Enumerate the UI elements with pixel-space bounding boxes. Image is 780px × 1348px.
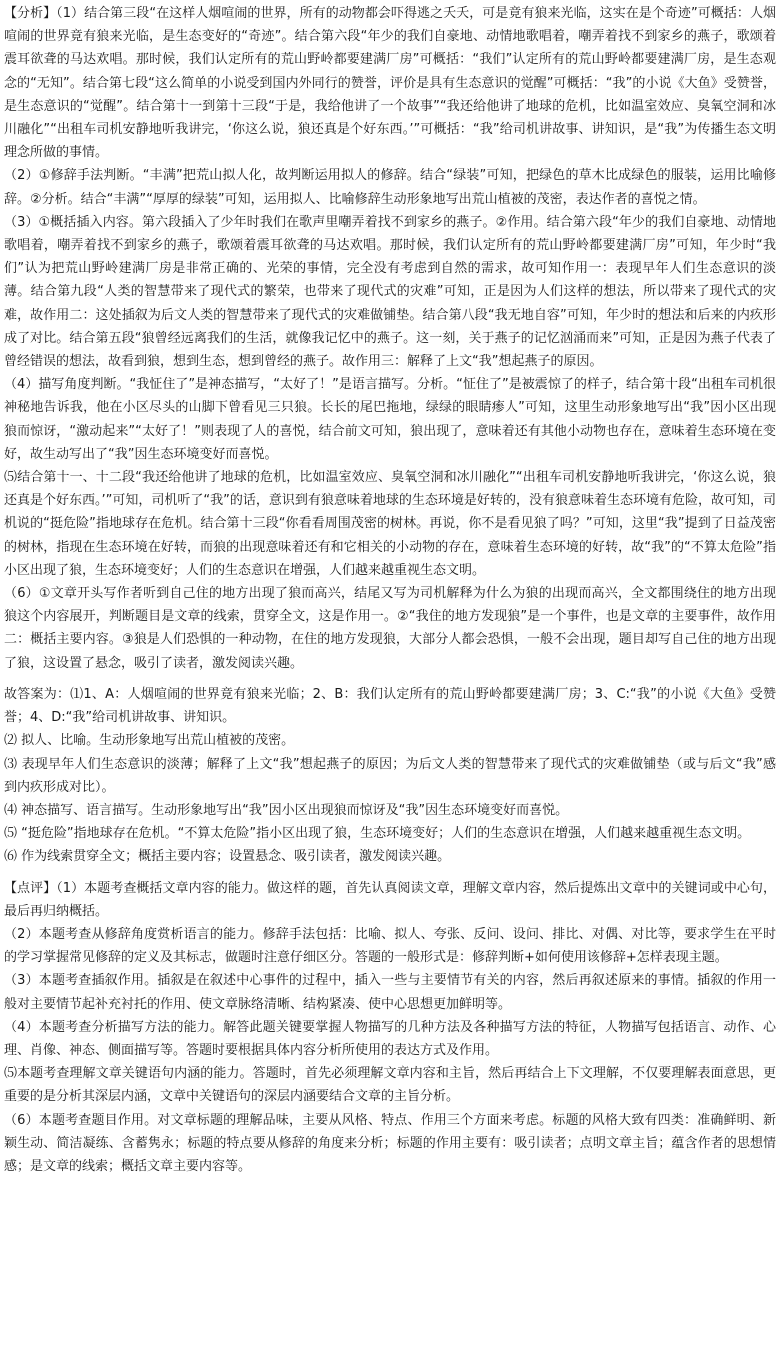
comments-section xyxy=(4,877,776,1179)
answers-section xyxy=(4,683,776,869)
analysis-section xyxy=(4,2,776,675)
comment-q5: ⑸本题考查理解文章关键语句内涵的能力。答题时，首先必须理解文章内容和主旨，然后再结合上下文理解，不仅要理解表面意思，更重要的是分析其深层内涵，文章中关键语句的深层内涵要结合文章的主旨分析。 xyxy=(4,1066,776,1105)
answer-q2: ⑵ 拟人、比喻。生动形象地写出荒山植被的茂密。 xyxy=(4,733,295,749)
answer-q5: ⑸ “挺危险”指地球存在危机。“不算太危险”指小区出现了狼，生态环境变好；人们的生态意识在增强，人们越来越重视生态文明。 xyxy=(4,826,751,842)
answer-q3: ⑶ 表现早年人们生态意识的淡薄；解释了上文“我”想起燕子的原因；为后文人类的智慧带来了现代式的灾难做铺垫（或与后文“我”感到内疚形成对比）。 xyxy=(4,756,776,795)
analysis-q2: （2）①修辞手法判断。“丰满”把荒山拟人化，故判断运用拟人的修辞。结合“绿装”可知，把绿色的草木比成绿色的服装，运用比喻修辞。②分析。结合“丰满”“厚厚的绿装”可知，运用拟人、比喻修辞生动形象地写出荒山植被的茂密，表达作者的喜悦之情。 xyxy=(4,168,776,207)
answer-q6: ⑹ 作为线索贯穿全文；概括主要内容；设置悬念、吸引读者，激发阅读兴趣。 xyxy=(4,849,451,865)
analysis-q1: 【分析】（1）结合第三段“在这样人烟喧闹的世界，所有的动物都会吓得逃之夭夭，可是竟有狼来光临，这实在是个奇迹”可概括：人烟喧闹的世界竟有狼来光临，是生态变好的“奇迹”。结合第六段“年少的我们自豪地、动情地歌唱着，嘲弄着找不到家乡的燕子，歌颂着震耳欲聋的马达欢唱。那时候，我们认定所有的荒山野岭都要建满厂房”可概括：“我们”认定所有的荒山野岭都要建满厂房，是生态观念的“无知”。结合第七段“这么简单的小说受到国内外同行的赞誉，评价是具有生态意识的觉醒”可概括：“我”的小说《大鱼》受赞誉，是生态意识的“觉醒”。结合第十一到第十三段“于是，我给他讲了一个故事”“我还给他讲了地球的危机，比如温室效应、臭氧空洞和冰川融化”“出租车司机安静地听我讲完，‘你这么说，狼还真是个好东西。’”可概括：“我”给司机讲故事、讲知识，是“我”为传播生态文明理念所做的事情。 xyxy=(4,6,776,161)
analysis-q6: （6）①文章开头写作者听到自己住的地方出现了狼而高兴，结尾又写为司机解释为什么为狼的出现而高兴，全文都围绕住的地方出现狼这个内容展开，判断题目是文章的线索，贯穿全文，这是作用一。②“我住的地方发现狼”是一个事件，也是文章的主要事件，故作用二：概括主要内容。③狼是人们恐惧的一种动物，在住的地方发现狼，大部分人都会恐惧，一般不会出现，题目却写自己住的地方出现了狼，这设置了悬念，吸引了读者，激发阅读兴趣。 xyxy=(4,586,776,671)
answer-q1: 故答案为：⑴1、A：人烟喧闹的世界竟有狼来光临；2、B：我们认定所有的荒山野岭都要建满厂房；3、C:“我”的小说《大鱼》受赞誉；4、D:“我”给司机讲故事、讲知识。 xyxy=(4,686,776,726)
comment-q6: （6）本题考查题目作用。对文章标题的理解品味，主要从风格、特点、作用三个方面来考虑。标题的风格大致有四类：准确鲜明、新颖生动、简洁凝练、含蓄隽永；标题的特点要从修辞的角度来分析；标题的作用主要有：吸引读者；点明文章主旨；蕴含作者的思想情感；是文章的线索；概括文章主要内容等。 xyxy=(4,1112,776,1174)
analysis-q5: ⑸结合第十一、十二段“我还给他讲了地球的危机，比如温室效应、臭氧空洞和冰川融化”“出租车司机安静地听我讲完，‘你这么说，狼还真是个好东西。’”可知，司机听了“我”的话，意识到有狼意味着地球的生态环境是好转的，没有狼意味着生态环境有危险，故可知，司机说的“挺危险”指地球存在危机。结合第十三段“你看看周围茂密的树林。再说，你不是看见狼了吗？”可知，这里“我”提到了日益茂密的树林，指现在生态环境在好转，而狼的出现意味着还有和它相关的小动物的存在，意味着生态环境的好转，故“我”的“不算太危险”指小区出现了狼，生态环境变好；人们的生态意识在增强，人们越来越重视生态文明。 xyxy=(4,470,776,578)
analysis-q4: （4）描写角度判断。“我怔住了”是神态描写，“太好了！”是语言描写。分析。“怔住了”是被震惊了的样子，结合第十段“出租车司机很神秘地告诉我，他在小区尽头的山脚下曾看见三只狼。长长的尾巴拖地，绿绿的眼睛瘆人”可知，这里生动形象地写出“我”因小区出现狼而惊讶，“激动起来”“太好了！”则表现了人的喜悦，结合前文可知，狼出现了，意味着还有其他小动物也存在，意味着生态环境在变好，故生动写出了“我”因生态环境变好而喜悦。 xyxy=(4,377,776,462)
answer-q4: ⑷ 神态描写、语言描写。生动形象地写出“我”因小区出现狼而惊讶及“我”因生态环境变好而喜悦。 xyxy=(4,802,569,818)
comment-q1: 【点评】（1）本题考查概括文章内容的能力。做这样的题，首先认真阅读文章，理解文章内容，然后提炼出文章中的关键词或中心句，最后再归纳概括。 xyxy=(4,880,776,919)
section-spacer xyxy=(4,675,776,683)
comment-q3: （3）本题考查插叙作用。插叙是在叙述中心事件的过程中，插入一些与主要情节有关的内容，然后再叙述原来的事情。插叙的作用一般对主要情节起补充衬托的作用、使文章脉络清晰、结构紧凑、使中心思想更加鲜明等。 xyxy=(4,973,776,1012)
section-spacer xyxy=(4,869,776,877)
analysis-q3: （3）①概括插入内容。第六段插入了少年时我们在歌声里嘲弄着找不到家乡的燕子。②作用。结合第六段“年少的我们自豪地、动情地歌唱着，嘲弄着找不到家乡的燕子，歌颂着震耳欲聋的马达欢唱。那时候，我们认定所有的荒山野岭都要建满厂房”可知，年少时“我们”认为把荒山野岭建满厂房是非常正确的、光荣的事情，完全没有考虑到自然的需求，故可知作用一：表现早年人们生态意识的淡薄。结合第九段“人类的智慧带来了现代式的繁荣，也带来了现代式的灾难”可知，正是因为人们这样的想法，所以带来了现代式的灾难，故作用二：这处插叙为后文人类的智慧带来了现代式的灾难做铺垫。结合第八段“我无地自容”可知，年少时的想法和后来的内疚形成了对比。结合第五段“狼曾经远离我们的生活，就像我记忆中的燕子。这一刻，关于燕子的记忆汹涌而来”可知，正是因为燕子代表了曾经错误的想法，故看到狼，想到生态，想到曾经的燕子。故作用三：解释了上文“我”想起燕子的原因。 xyxy=(4,214,776,370)
comment-q4: （4）本题考查分析描写方法的能力。解答此题关键要掌握人物描写的几种方法及各种描写方法的特征，人物描写包括语言、动作、心理、肖像、神态、侧面描写等。答题时要根据具体内容分析所使用的表达方式及作用。 xyxy=(4,1019,776,1058)
comment-q2: （2）本题考查从修辞角度赏析语言的能力。修辞手法包括：比喻、拟人、夸张、反问、设问、排比、对偶、对比等，要求学生在平时的学习掌握常见修辞的定义及其标志，做题时注意仔细区分。答题的一般形式是：修辞判断+如何使用该修辞+怎样表现主题。 xyxy=(4,926,776,966)
